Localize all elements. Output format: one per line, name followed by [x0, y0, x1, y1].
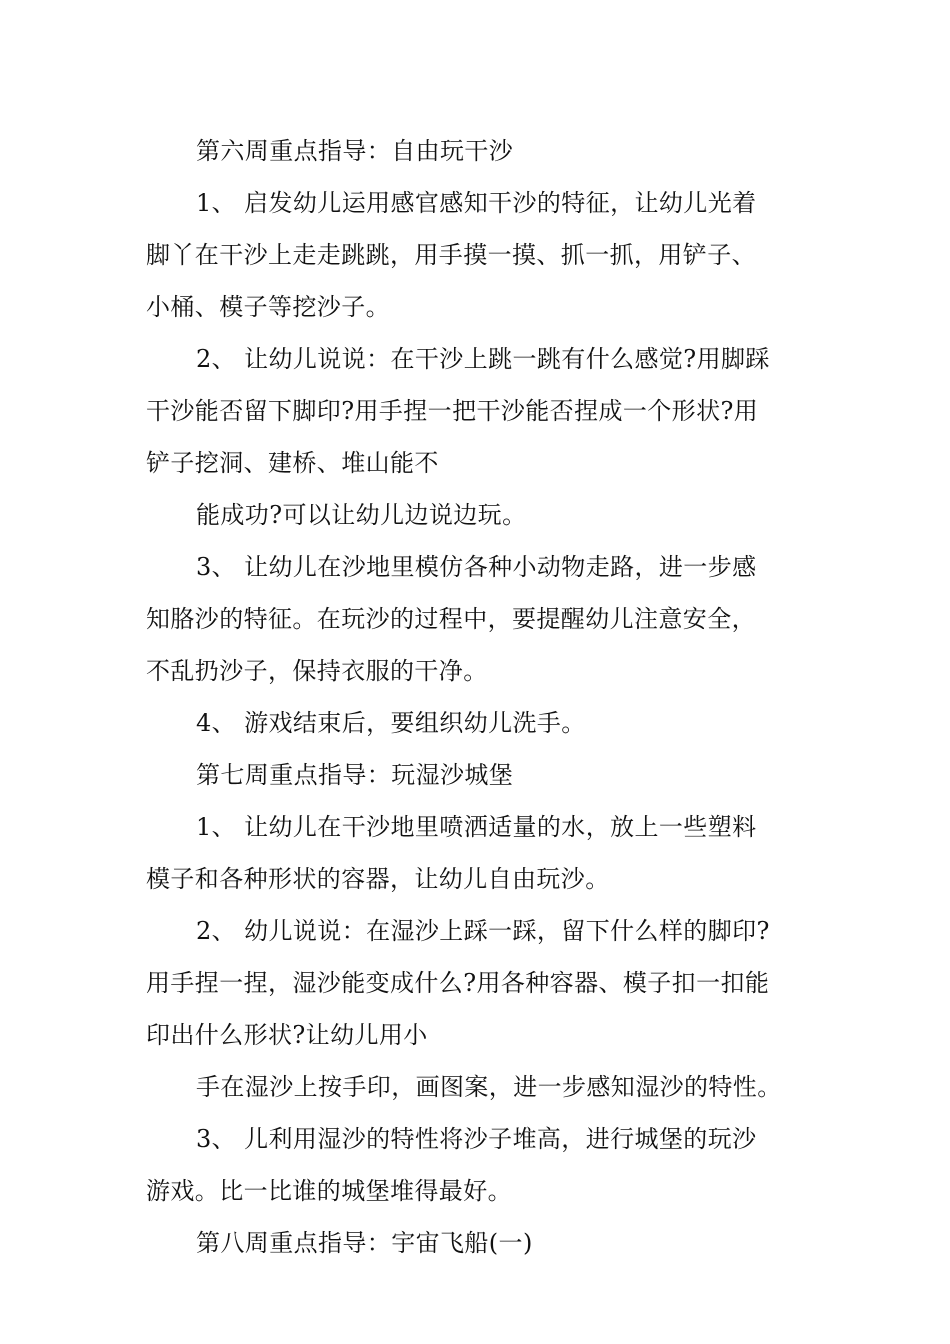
paragraph-line: 用手捏一捏，湿沙能变成什么?用各种容器、模子扣一扣能: [146, 969, 770, 997]
paragraph-line: 游戏。比一比谁的城堡堆得最好。: [146, 1177, 512, 1205]
paragraph-line: 脚丫在干沙上走走跳跳，用手摸一摸、抓一抓，用铲子、: [146, 241, 756, 269]
paragraph-line: 1、 让幼儿在干沙地里喷洒适量的水，放上一些塑料: [196, 813, 757, 841]
paragraph-line: 1、 启发幼儿运用感官感知干沙的特征，让幼儿光着: [196, 189, 757, 217]
paragraph-line: 干沙能否留下脚印?用手捏一把干沙能否捏成一个形状?用: [146, 397, 759, 425]
paragraph-line: 小桶、模子等挖沙子。: [146, 293, 390, 321]
paragraph-line: 模子和各种形状的容器，让幼儿自由玩沙。: [146, 865, 610, 893]
paragraph-line: 铲子挖洞、建桥、堆山能不: [146, 449, 439, 477]
paragraph-line: 不乱扔沙子，保持衣服的干净。: [146, 657, 488, 685]
paragraph-line: 2、 幼儿说说：在湿沙上踩一踩，留下什么样的脚印?: [196, 917, 770, 945]
paragraph-line: 4、 游戏结束后，要组织幼儿洗手。: [196, 709, 586, 737]
paragraph-line: 知胳沙的特征。在玩沙的过程中，要提醒幼儿注意安全，: [146, 605, 756, 633]
paragraph-line: 手在湿沙上按手印，画图案，进一步感知湿沙的特性。: [196, 1073, 782, 1101]
heading-week-6: 第六周重点指导：自由玩干沙: [196, 137, 514, 165]
heading-week-7: 第七周重点指导：玩湿沙城堡: [196, 761, 514, 789]
paragraph-line: 能成功?可以让幼儿边说边玩。: [196, 501, 527, 529]
paragraph-line: 3、 儿利用湿沙的特性将沙子堆高，进行城堡的玩沙: [196, 1125, 757, 1153]
paragraph-line: 印出什么形状?让幼儿用小: [146, 1021, 428, 1049]
paragraph-line: 3、 让幼儿在沙地里模仿各种小动物走路，进一步感: [196, 553, 757, 581]
heading-week-8: 第八周重点指导：宇宙飞船(一): [196, 1229, 533, 1257]
paragraph-line: 2、 让幼儿说说：在干沙上跳一跳有什么感觉?用脚踩: [196, 345, 770, 373]
